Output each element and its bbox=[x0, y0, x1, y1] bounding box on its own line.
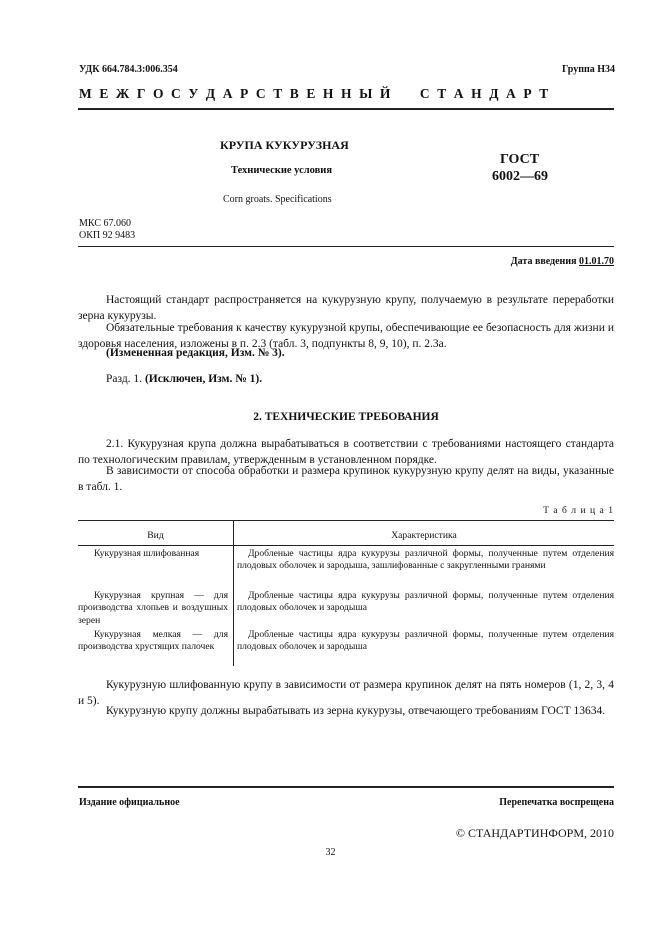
section-1-prefix: Разд. 1. bbox=[106, 373, 143, 385]
standard-subtitle: Технические условия bbox=[231, 165, 333, 176]
section-1-status: (Исключен, Изм. № 1). bbox=[144, 373, 263, 385]
intro-date-label: Дата введения bbox=[510, 256, 577, 267]
grades-paragraph: Кукурузную шлифованную крупу в зависимости от размера крупинок делят на пять номеров (1, 2, 3, 4 и 5). bbox=[78, 679, 614, 707]
page-number: 32 bbox=[325, 847, 336, 858]
standard-title: КРУПА КУКУРУЗНАЯ bbox=[220, 138, 349, 152]
table-row-1-kind: Кукурузная шлифованная bbox=[94, 548, 200, 559]
codes-rule bbox=[78, 246, 614, 247]
mks-code: МКС 67.060 bbox=[79, 218, 131, 229]
standard-banner: М Е Ж Г О С У Д А Р С Т В Е Н Н Ы Й С Т А Н Д А Р Т bbox=[79, 86, 551, 101]
table-top-rule bbox=[78, 520, 614, 521]
header-rule bbox=[78, 108, 614, 110]
intro-date-value: 01.01.70 bbox=[579, 256, 614, 267]
section-2-heading: 2. ТЕХНИЧЕСКИЕ ТРЕБОВАНИЯ bbox=[253, 411, 439, 423]
table-header-kind: Вид bbox=[147, 530, 164, 541]
gost-label: ГОСТ bbox=[500, 152, 540, 167]
section-2-paragraph-1: 2.1. Кукурузная крупа должна вырабатываться в соответствии с требованиями настоящего стандарта по технологическим правилам, утвержденным в установленном порядке. bbox=[78, 438, 614, 466]
table-row-3-kind: Кукурузная мелкая — для производства хрустящих палочек bbox=[78, 629, 228, 653]
intro-paragraph-2: Обязательные требования к качеству кукурузной крупы, обеспечивающие ее безопасность для жизни и здоровья населения, изложены в п. 2.3 (табл. 3, подпункты 8, 9, 10), п. 2.3а. bbox=[78, 322, 614, 350]
table-header-rule bbox=[78, 545, 614, 546]
udk-code: УДК 664.784.3:006.354 bbox=[79, 64, 178, 75]
gost-number: 6002—69 bbox=[492, 169, 548, 184]
amendment-note: (Измененная редакция, Изм. № 3). bbox=[106, 347, 285, 359]
intro-date bbox=[511, 256, 614, 267]
table-row-2-characteristic: Дробленые частицы ядра кукурузы различной формы, полученные путем отделения плодовых оболочек и зародыша bbox=[237, 590, 614, 614]
official-edition: Издание официальное bbox=[79, 797, 180, 808]
section-2-paragraph-2: В зависимости от способа обработки и размера крупинок кукурузную крупу делят на виды, указанные в табл. 1. bbox=[78, 465, 614, 493]
copyright: © СТАНДАРТИНФОРМ, 2010 bbox=[455, 826, 614, 840]
reprint-prohibited: Перепечатка воспрещена bbox=[499, 797, 614, 808]
table-row-3-characteristic: Дробленые частицы ядра кукурузы различной формы, полученные путем отделения плодовых оболочек и зародыша bbox=[237, 629, 614, 653]
table-header-characteristic: Характеристика bbox=[391, 530, 457, 541]
footer-rule bbox=[78, 786, 614, 788]
table-row-1-characteristic: Дробленые частицы ядра кукурузы различной формы, полученные путем отделения плодовых оболочек и зародыша, зашлифованные с закругленными гранями bbox=[237, 548, 614, 572]
table-1-label: Т а б л и ц а 1 bbox=[543, 505, 614, 516]
table-row-2-kind: Кукурузная крупная — для производства хлопьев и воздушных зерен bbox=[78, 590, 228, 626]
section-1-note bbox=[78, 372, 614, 388]
group-code: Группа Н34 bbox=[562, 64, 615, 75]
intro-paragraph-1: Настоящий стандарт распространяется на кукурузную крупу, получаемую в результате переработки зерна кукурузы. bbox=[78, 294, 614, 322]
english-title: Corn groats. Specifications bbox=[223, 194, 332, 205]
raw-material-paragraph: Кукурузную крупу должны вырабатывать из зерна кукурузы, отвечающего требованиям ГОСТ 13634. bbox=[106, 705, 606, 717]
okp-code: ОКП 92 9483 bbox=[79, 230, 136, 241]
